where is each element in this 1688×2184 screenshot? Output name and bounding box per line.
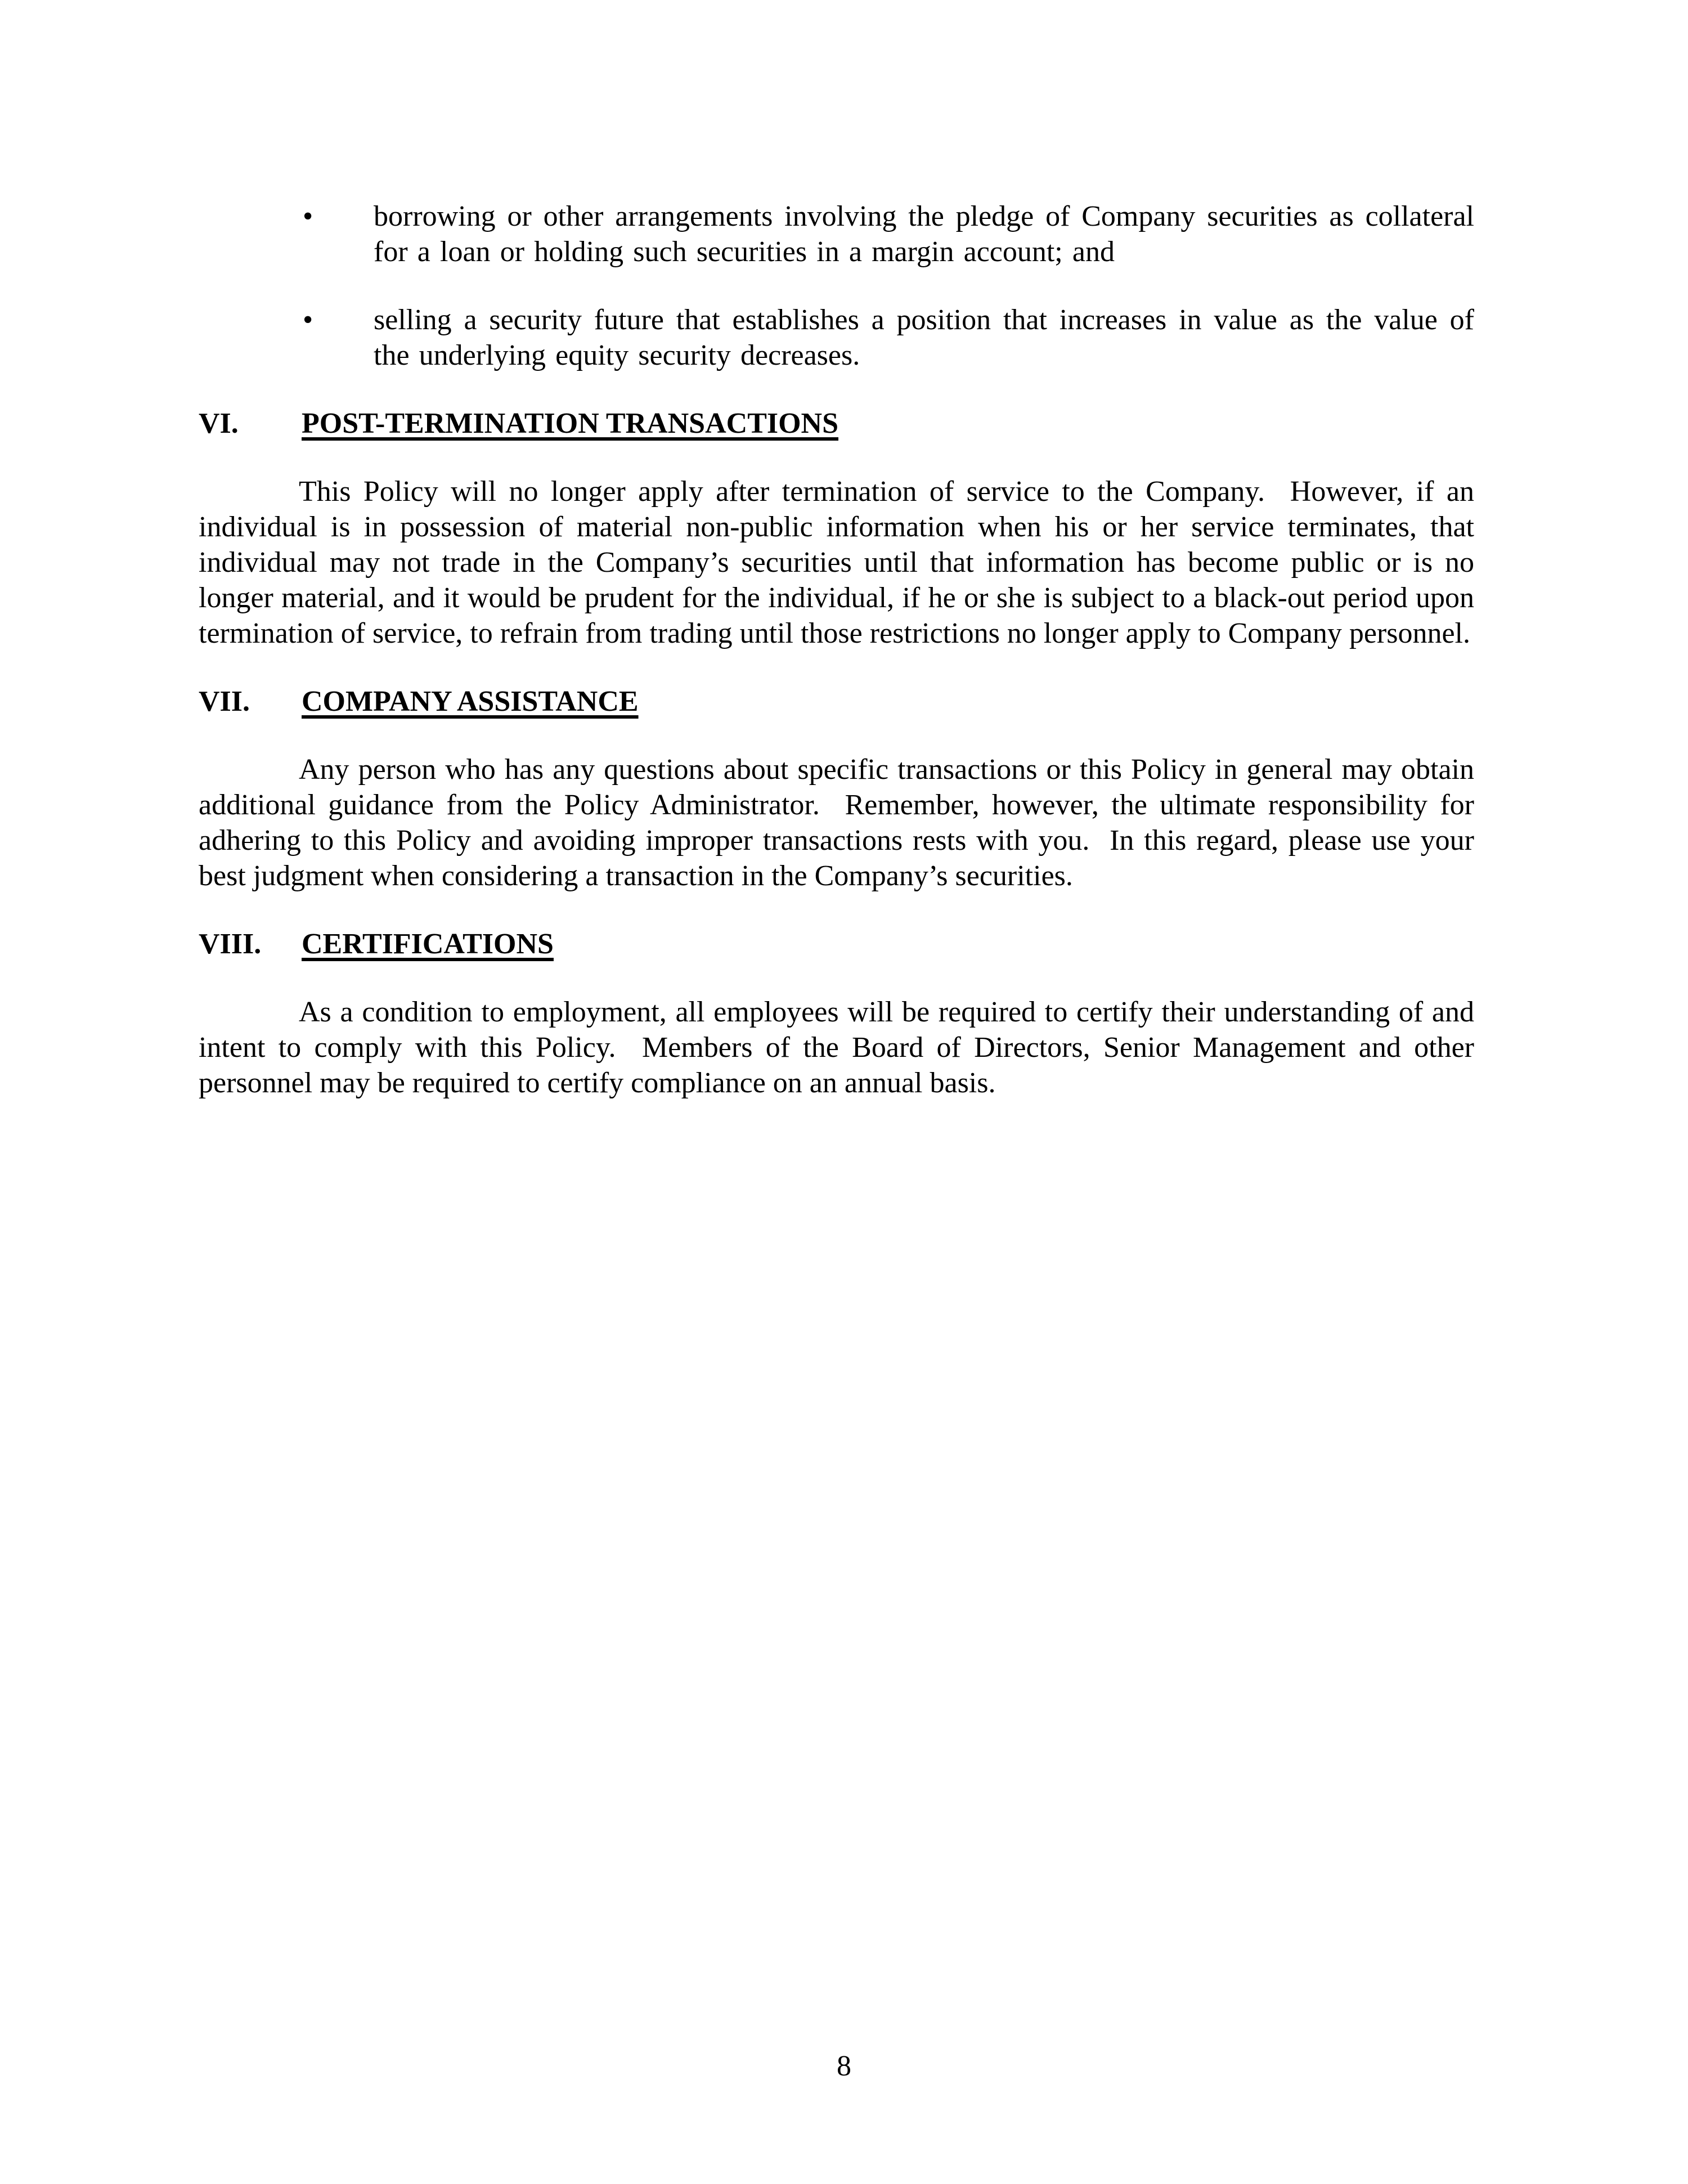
section-numeral: VIII. <box>199 928 262 960</box>
section-title: POST-TERMINATION TRANSACTIONS <box>302 407 839 440</box>
section-heading-certifications <box>199 926 1474 962</box>
bullet-icon: • <box>303 200 313 232</box>
section-title: COMPANY ASSISTANCE <box>302 685 639 717</box>
section-paragraph: This Policy will no longer apply after termination of service to the Company. However, if an individual is in possession of material non-public information when his or her service terminates, that individual may not trade in the Company’s securities until that information has become public or is no longer material, and it would be prudent for the individual, if he or she is subject to a black-out period upon termination of service, to refrain from trading until those restrictions no longer apply to Company personnel. <box>199 476 1482 649</box>
list-item <box>303 302 1484 373</box>
section-title: CERTIFICATIONS <box>302 928 554 960</box>
section-paragraph: Any person who has any questions about specific transactions or this Policy in general may obtain additional guidance from the Policy Administrator. Remember, however, the ultimate responsibility for adhering to this Policy and avoiding improper transactions rests with you. In this regard, please use your best judgment when considering a transaction in the Company’s securities. <box>199 754 1482 892</box>
list-item <box>303 199 1484 270</box>
list-item-text: selling a security future that establishes a position that increases in value as the value of the underlying equity security decreases. <box>374 304 1484 371</box>
section-paragraph: As a condition to employment, all employees will be required to certify their understanding of and intent to comply with this Policy. Members of the Board of Directors, Senior Management and other personnel may be required to certify compliance on an annual basis. <box>199 996 1482 1099</box>
bullet-icon: • <box>303 304 313 336</box>
list-item-text: borrowing or other arrangements involving the pledge of Company securities as collateral for a loan or holding such securities in a margin account; and <box>374 200 1484 268</box>
section-heading-post-termination <box>199 406 1474 441</box>
section-numeral: VI. <box>199 407 239 440</box>
page-number: 8 <box>837 2050 851 2082</box>
section-numeral: VII. <box>199 685 250 717</box>
section-heading-company-assistance <box>199 684 1474 719</box>
page-content <box>199 199 1484 1133</box>
